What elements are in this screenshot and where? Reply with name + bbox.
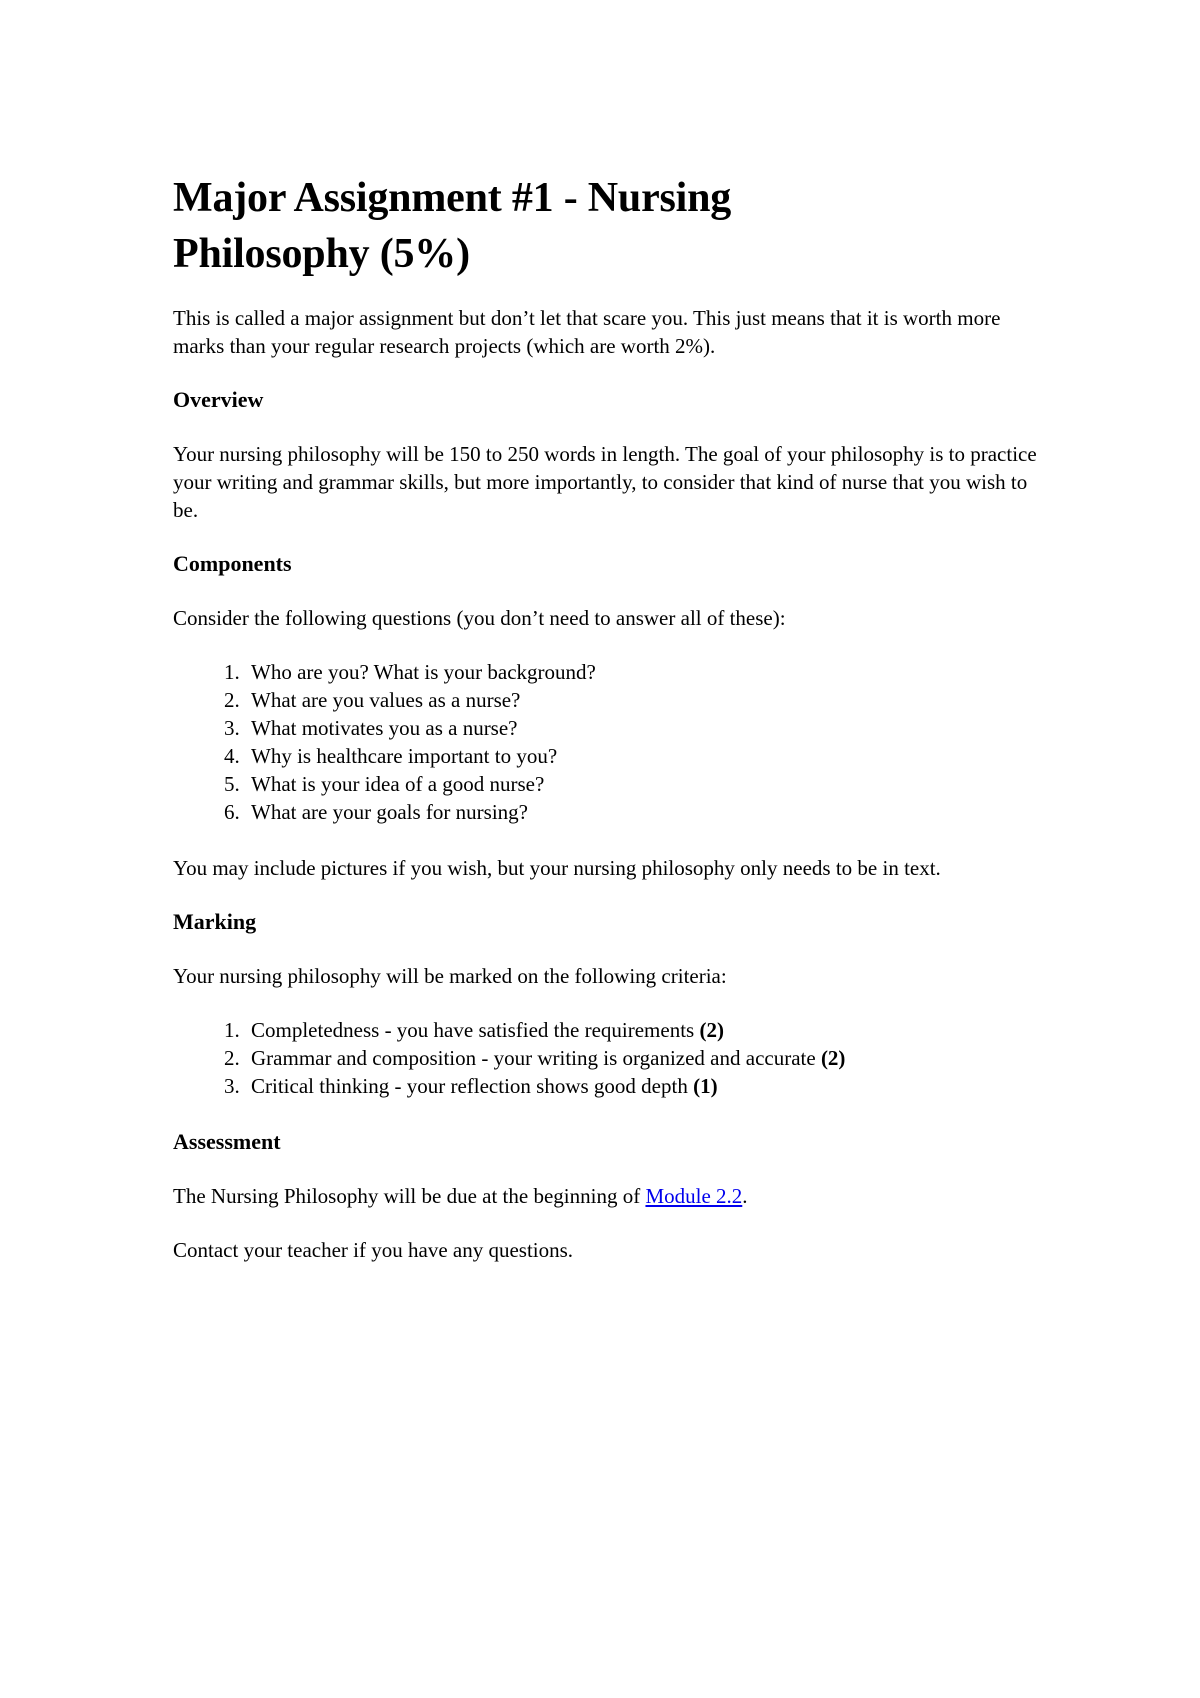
- components-heading: Components: [173, 551, 292, 576]
- marking-heading: Marking: [173, 909, 257, 934]
- overview-heading: Overview: [173, 387, 264, 412]
- contact-paragraph: Contact your teacher if you have any questions.: [173, 1238, 574, 1262]
- questions-list: [173, 658, 1043, 826]
- list-item: 4. Why is healthcare important to you?: [245, 742, 1043, 770]
- due-date-paragraph: [173, 1182, 1043, 1210]
- components-lead: Consider the following questions (you don’t need to answer all of these):: [173, 606, 786, 630]
- overview-paragraph: Your nursing philosophy will be 150 to 250 words in length. The goal of your philosophy is to practice your writing and grammar skills, but more importantly, to consider that kind of nurse that you wish to be.: [173, 442, 1037, 522]
- intro-paragraph: This is called a major assignment but don’t let that scare you. This just means that it is worth more marks than your regular research projects (which are worth 2%).: [173, 306, 1001, 358]
- criterion-text: Grammar and composition - your writing is organized and accurate: [251, 1046, 821, 1070]
- list-item: 6. What are your goals for nursing?: [245, 798, 1043, 826]
- assessment-heading: Assessment: [173, 1129, 281, 1154]
- due-prefix: The Nursing Philosophy will be due at the beginning of: [173, 1184, 646, 1208]
- due-suffix: .: [742, 1184, 748, 1208]
- criterion-score: (2): [820, 1046, 846, 1070]
- list-item: [245, 1072, 1043, 1100]
- criterion-score: (1): [693, 1074, 718, 1098]
- list-item: [245, 1016, 1043, 1044]
- list-item: 5. What is your idea of a good nurse?: [245, 770, 1043, 798]
- document-page: [173, 170, 1043, 1290]
- list-item: [245, 1044, 1043, 1072]
- page-title: [173, 170, 1043, 282]
- criterion-score: (2): [699, 1018, 724, 1042]
- criteria-list: [173, 1016, 1043, 1100]
- page-title-line-2: Philosophy (5%): [173, 231, 470, 277]
- marking-lead: Your nursing philosophy will be marked on the following criteria:: [173, 964, 727, 988]
- list-item: 3. What motivates you as a nurse?: [245, 714, 1043, 742]
- pictures-note: You may include pictures if you wish, but your nursing philosophy only needs to be in text.: [173, 856, 941, 880]
- criterion-text: Critical thinking - your reflection shows good depth: [251, 1074, 694, 1098]
- list-item: 2. What are you values as a nurse?: [245, 686, 1043, 714]
- list-item: 1. Who are you? What is your background?: [245, 658, 1043, 686]
- module-link[interactable]: Module 2.2: [645, 1184, 743, 1208]
- page-title-line-1: Major Assignment #1 - Nursing: [173, 175, 732, 221]
- criterion-text: Completedness - you have satisfied the requirements: [251, 1018, 700, 1042]
